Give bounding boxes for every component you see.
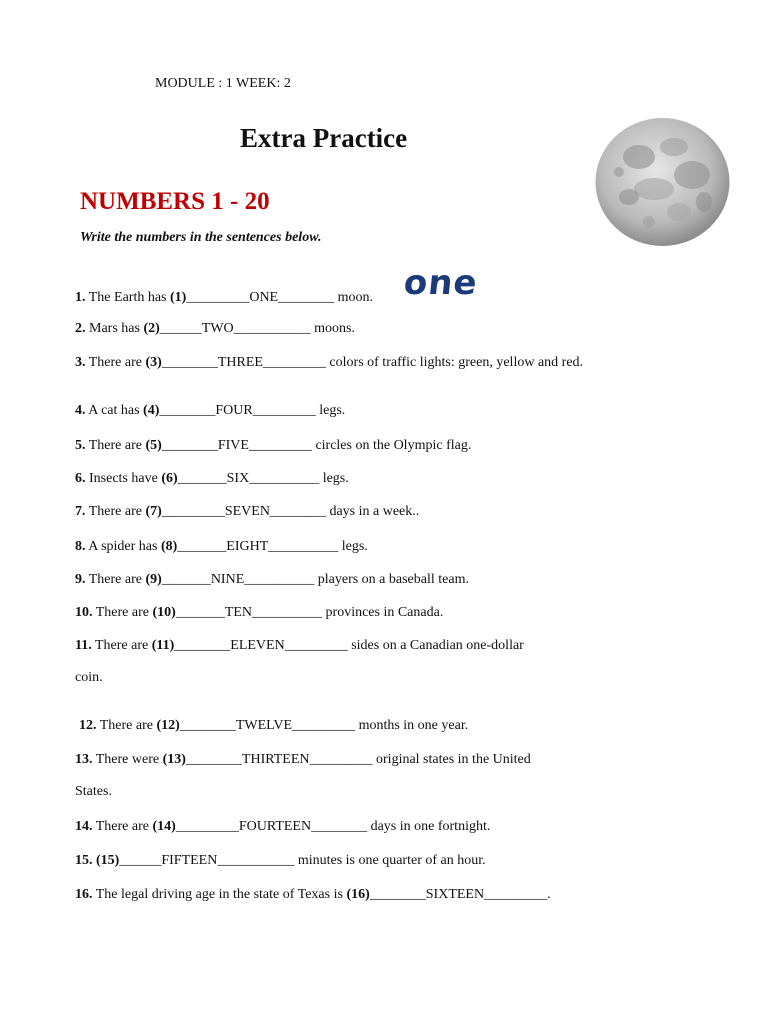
blank-number: (7): [145, 504, 162, 519]
answer-blank[interactable]: ________FIVE_________: [161, 438, 312, 453]
sentence-text: There are: [96, 718, 157, 733]
answer-blank[interactable]: _______SIX__________: [177, 471, 320, 486]
sentence-number: 2.: [75, 321, 86, 336]
sentence-10: [75, 605, 443, 621]
sentence-text: moon.: [334, 290, 373, 305]
sentence-text: There are: [91, 638, 152, 653]
module-label: MODULE : 1 WEEK: 2: [155, 76, 291, 91]
sentence-11-continuation: coin.: [75, 670, 103, 685]
blank-number: (5): [145, 438, 162, 453]
sentence-7: [75, 504, 419, 520]
sentence-text: There are: [85, 355, 146, 370]
sentence-number: 13.: [75, 752, 93, 767]
answer-blank[interactable]: ________FOUR_________: [159, 403, 316, 418]
blank-number: (11): [151, 638, 175, 653]
sentence-11: [75, 638, 524, 654]
sentence-text: The Earth has: [85, 290, 170, 305]
blank-number: (15): [96, 853, 120, 868]
blank-number: (8): [160, 539, 178, 554]
sentence-text: legs.: [319, 471, 349, 486]
sentence-2: [75, 321, 355, 337]
blank-number: (4): [143, 403, 160, 418]
sentence-text: There are: [92, 605, 153, 620]
sentence-16: [75, 887, 551, 903]
blank-number: (1): [170, 290, 187, 305]
sentence-number: 10.: [75, 605, 93, 620]
sentence-14: [75, 819, 490, 835]
sentence-text: sides on a Canadian one-dollar: [347, 638, 524, 653]
sentence-number: 12.: [79, 718, 97, 733]
blank-number: (10): [152, 605, 176, 620]
sentence-text: There are: [85, 438, 146, 453]
answer-blank[interactable]: _______TEN__________: [175, 605, 323, 620]
answer-blank[interactable]: ______TWO___________: [159, 321, 311, 336]
sentence-number: 5.: [75, 438, 86, 453]
handwritten-answer: one: [401, 263, 480, 303]
sentence-text: A cat has: [85, 403, 144, 418]
instruction-text: Write the numbers in the sentences below.: [80, 230, 322, 245]
sentence-text: A spider has: [85, 539, 161, 554]
answer-blank[interactable]: _________ONE________: [186, 290, 335, 305]
section-heading: NUMBERS 1 - 20: [80, 188, 270, 215]
sentence-number: 11.: [75, 638, 92, 653]
sentence-text: days in one fortnight.: [367, 819, 491, 834]
sentence-13-continuation: States.: [75, 784, 112, 799]
sentence-number: 14.: [75, 819, 93, 834]
sentence-text: circles on the Olympic flag.: [311, 438, 472, 453]
sentence-number: 9.: [75, 572, 86, 587]
answer-blank[interactable]: ________SIXTEEN_________: [369, 887, 548, 902]
sentence-9: [75, 572, 469, 588]
sentence-text: .: [547, 887, 551, 902]
sentence-6: [75, 471, 349, 487]
sentence-5: [75, 438, 471, 454]
answer-blank[interactable]: ________TWELVE_________: [179, 718, 356, 733]
blank-number: (16): [346, 887, 370, 902]
page-title: Extra Practice: [240, 123, 408, 153]
sentence-text: minutes is one quarter of an hour.: [294, 853, 486, 868]
moon-image: [594, 117, 731, 247]
sentence-number: 15.: [75, 853, 93, 868]
answer-blank[interactable]: ______FIFTEEN___________: [119, 853, 295, 868]
sentence-text: colors of traffic lights: green, yellow and red.: [325, 355, 584, 370]
sentence-number: 4.: [75, 403, 86, 418]
sentence-text: There are: [92, 819, 153, 834]
answer-blank[interactable]: ________THIRTEEN_________: [185, 752, 373, 767]
answer-blank[interactable]: _______EIGHT__________: [177, 539, 339, 554]
sentence-3: [75, 355, 583, 371]
sentence-text: The legal driving age in the state of Texas is: [92, 887, 347, 902]
sentence-text: legs.: [338, 539, 368, 554]
sentence-number: 7.: [75, 504, 86, 519]
sentence-13: [75, 752, 531, 768]
sentence-number: 6.: [75, 471, 86, 486]
sentence-1: [75, 290, 373, 306]
blank-number: (6): [161, 471, 178, 486]
answer-blank[interactable]: ________THREE_________: [161, 355, 326, 370]
blank-number: (3): [145, 355, 162, 370]
blank-number: (9): [145, 572, 162, 587]
blank-number: (12): [156, 718, 180, 733]
sentence-15: [75, 853, 486, 869]
blank-number: (2): [143, 321, 160, 336]
blank-number: (13): [162, 752, 186, 767]
sentence-text: moons.: [310, 321, 355, 336]
sentence-text: provinces in Canada.: [322, 605, 444, 620]
sentence-text: legs.: [315, 403, 346, 418]
sentence-number: 3.: [75, 355, 86, 370]
sentence-4: [75, 403, 345, 419]
sentence-text: There are: [85, 504, 146, 519]
answer-blank[interactable]: _________FOURTEEN________: [175, 819, 368, 834]
sentence-text: There were: [92, 752, 163, 767]
sentence-text: Mars has: [85, 321, 144, 336]
sentence-12: [79, 718, 468, 734]
sentence-text: players on a baseball team.: [314, 572, 469, 587]
blank-number: (14): [152, 819, 176, 834]
answer-blank[interactable]: ________ELEVEN_________: [174, 638, 348, 653]
sentence-text: There are: [85, 572, 146, 587]
sentence-number: 1.: [75, 290, 86, 305]
sentence-text: Insects have: [85, 471, 162, 486]
sentence-number: 8.: [75, 539, 86, 554]
answer-blank[interactable]: _______NINE__________: [161, 572, 315, 587]
sentence-text: original states in the United: [372, 752, 531, 767]
sentence-8: [75, 539, 368, 555]
sentence-text: days in a week..: [325, 504, 420, 519]
answer-blank[interactable]: _________SEVEN________: [161, 504, 326, 519]
sentence-number: 16.: [75, 887, 93, 902]
sentence-text: months in one year.: [355, 718, 469, 733]
